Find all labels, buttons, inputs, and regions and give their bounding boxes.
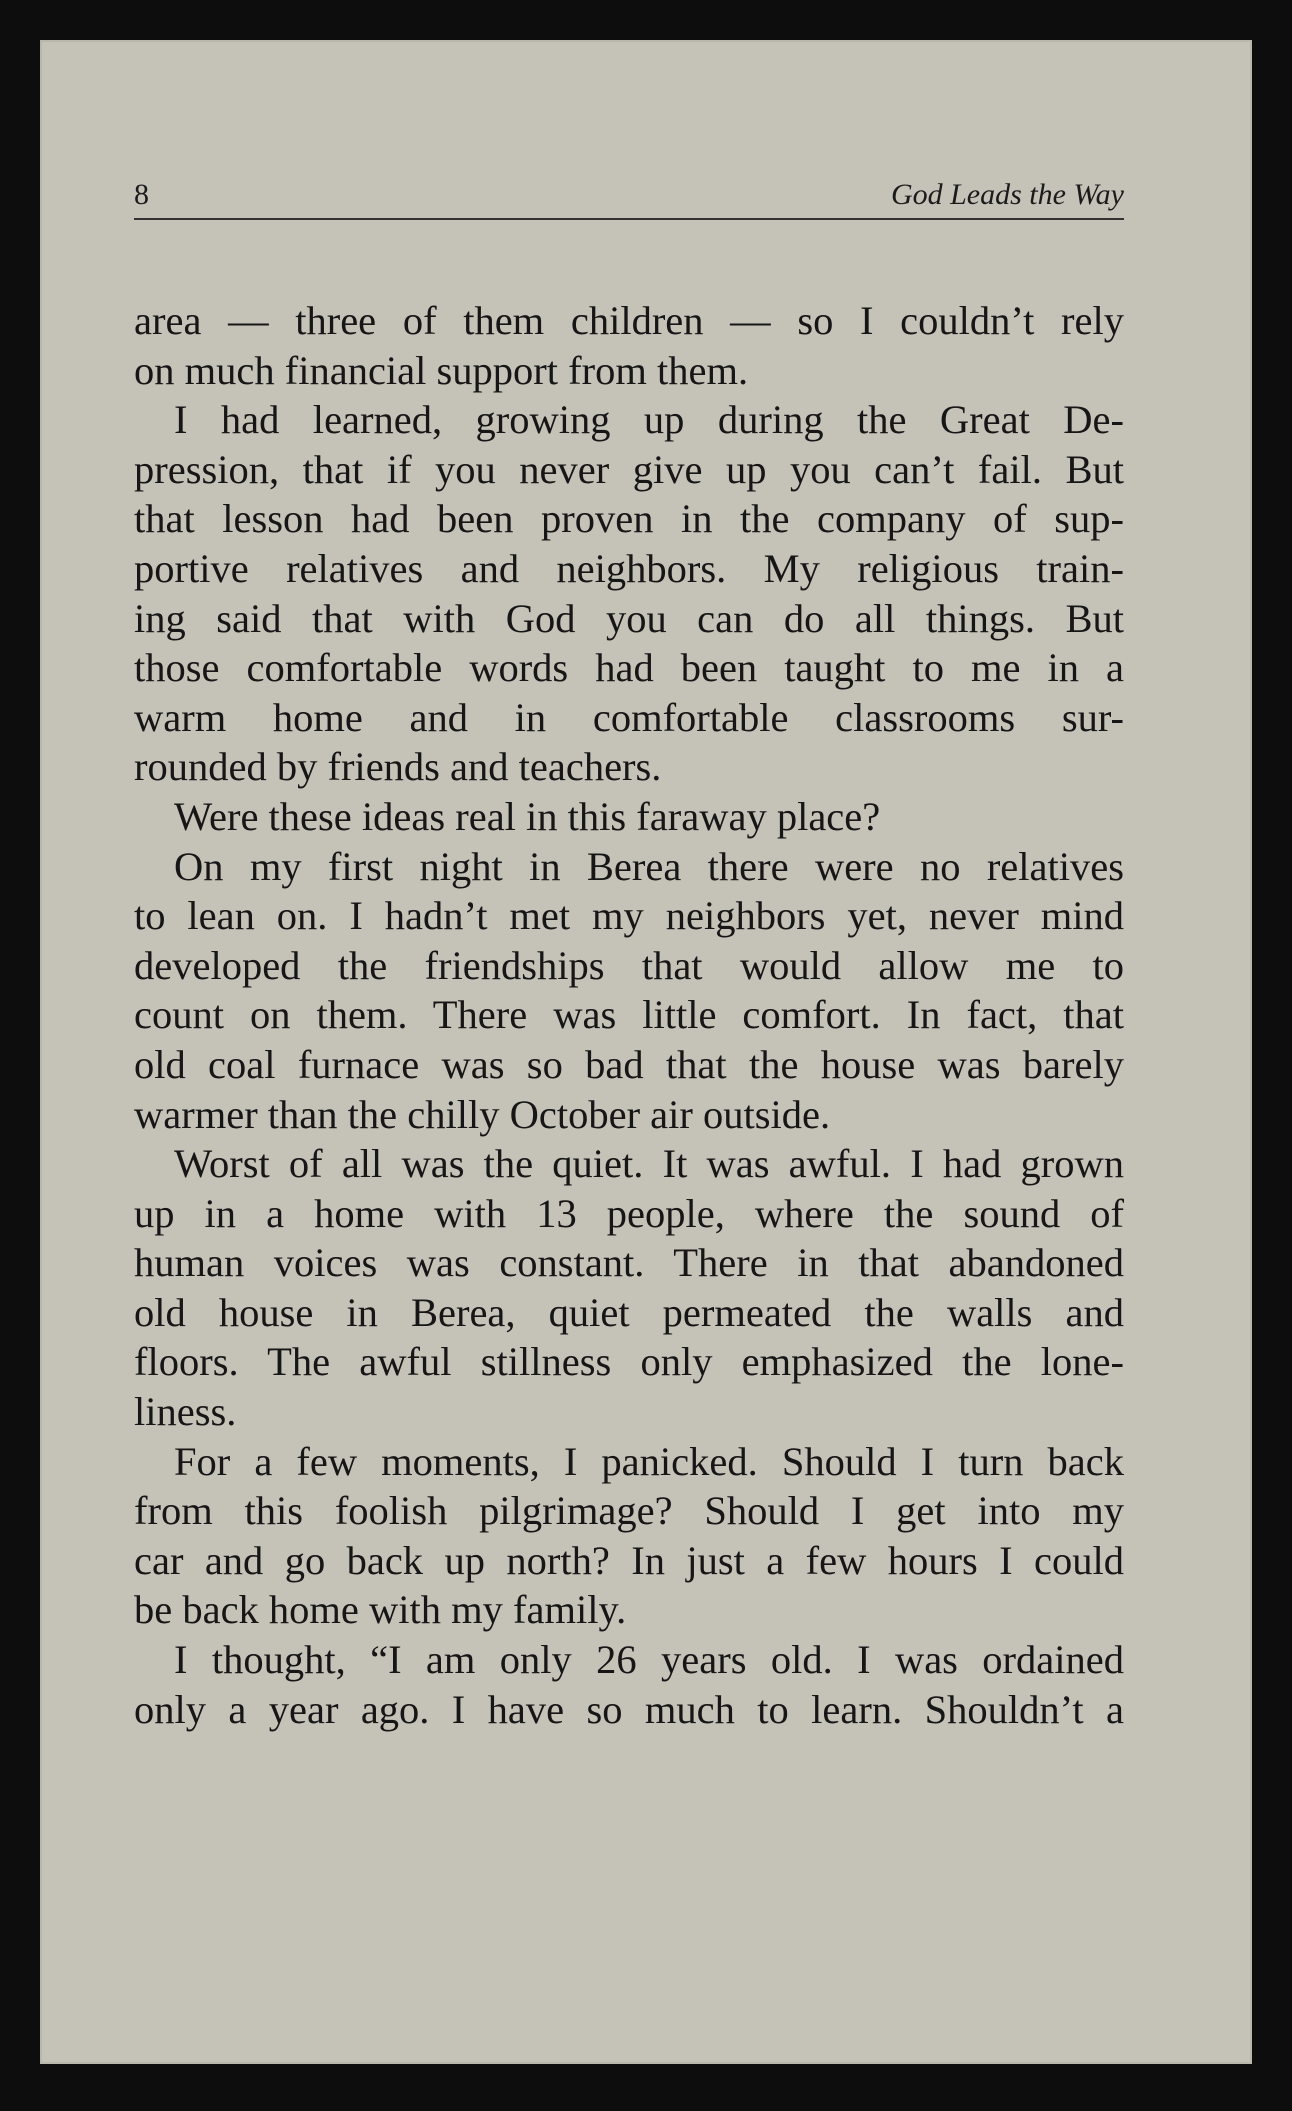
text-line: rounded by friends and teachers.: [134, 744, 662, 790]
running-title: God Leads the Way: [890, 178, 1124, 211]
text-line: pression, that if you never give up you can’t fail. But: [134, 446, 1124, 492]
text-line: that lesson had been proven in the company of sup-: [134, 496, 1124, 542]
text-line: up in a home with 13 people, where the sound of: [134, 1190, 1124, 1236]
text-line: developed the friendships that would allow me to: [134, 942, 1124, 988]
running-header: [134, 178, 1124, 220]
text-line: I thought, “I am only 26 years old. I was ordained: [174, 1637, 1124, 1683]
text-line: warm home and in comfortable classrooms sur-: [134, 694, 1124, 740]
text-line: I had learned, growing up during the Great De-: [174, 397, 1124, 443]
text-line: human voices was constant. There in that abandoned: [134, 1240, 1124, 1286]
text-line: from this foolish pilgrimage? Should I get into my: [134, 1488, 1124, 1534]
text-line: count on them. There was little comfort. In fact, that: [134, 992, 1124, 1038]
text-line: portive relatives and neighbors. My religious train-: [134, 545, 1124, 591]
text-line: only a year ago. I have so much to learn. Shouldn’t a: [134, 1686, 1124, 1732]
text-line: On my first night in Berea there were no relatives: [174, 843, 1124, 889]
page-number: 8: [134, 178, 149, 211]
text-line: warmer than the chilly October air outside.: [134, 1091, 831, 1137]
text-line: area — three of them children — so I couldn’t rely: [134, 298, 1124, 343]
text-line: car and go back up north? In just a few hours I could: [134, 1537, 1124, 1583]
text-line: For a few moments, I panicked. Should I turn back: [174, 1438, 1124, 1484]
body-text: [134, 296, 1124, 1734]
text-line: to lean on. I hadn’t met my neighbors yet, never mind: [134, 893, 1124, 939]
text-line: Worst of all was the quiet. It was awful. I had grown: [174, 1141, 1124, 1187]
text-line: be back home with my family.: [134, 1587, 627, 1633]
text-line: on much financial support from them.: [134, 347, 749, 393]
text-line: those comfortable words had been taught to me in a: [134, 645, 1124, 691]
text-line: old house in Berea, quiet permeated the walls and: [134, 1289, 1124, 1335]
text-line: ing said that with God you can do all things. But: [134, 595, 1124, 641]
text-line: floors. The awful stillness only emphasized the lone-: [134, 1339, 1124, 1385]
text-line: liness.: [134, 1389, 237, 1435]
text-line: old coal furnace was so bad that the house was barely: [134, 1041, 1124, 1087]
text-line: Were these ideas real in this faraway place?: [174, 793, 881, 839]
